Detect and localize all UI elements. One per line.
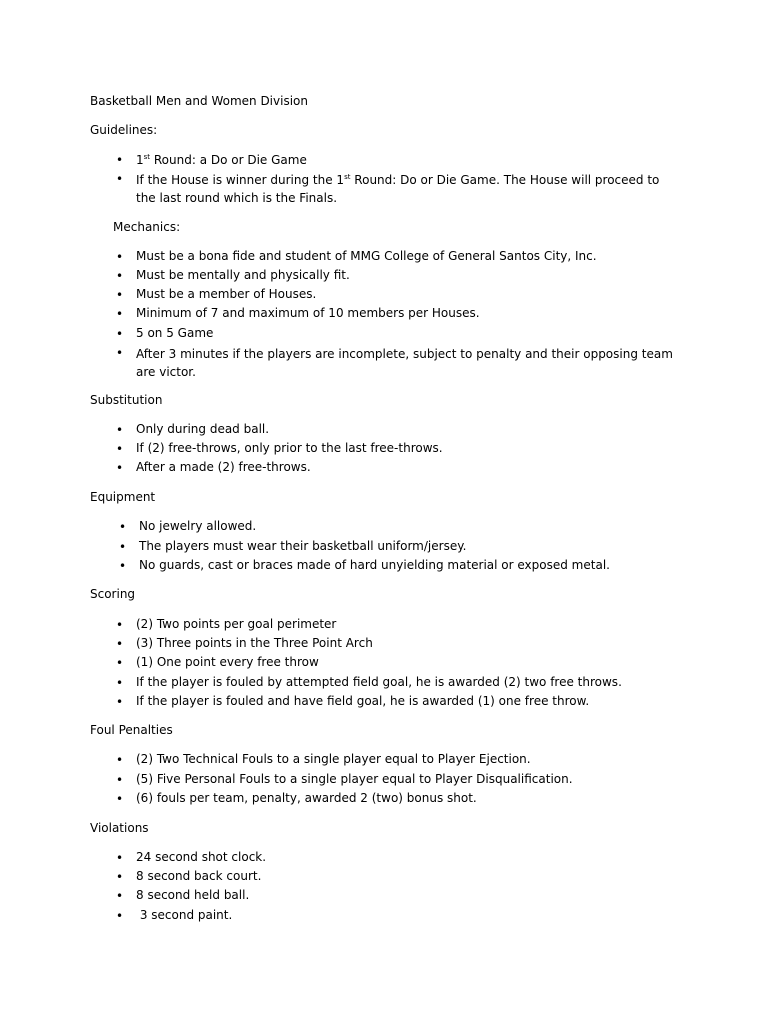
bullet: • xyxy=(116,461,124,475)
bullet: • xyxy=(119,540,127,554)
bullet: • xyxy=(119,559,127,573)
mechanics-item: 5 on 5 Game xyxy=(136,326,214,340)
violations-item: 8 second held ball. xyxy=(136,888,250,902)
bullet: • xyxy=(116,909,124,923)
document-title: Basketball Men and Women Division xyxy=(90,94,308,108)
scoring-item: (2) Two points per goal perimeter xyxy=(136,617,337,631)
bullet: • xyxy=(116,618,124,632)
equipment-item: No jewelry allowed. xyxy=(139,519,257,533)
bullet: • xyxy=(116,792,124,806)
equipment-item: The players must wear their basketball uniform/jersey. xyxy=(139,539,467,553)
scoring-heading: Scoring xyxy=(90,587,136,601)
bullet: • xyxy=(116,346,124,360)
guidelines-item-1: 1st Round: a Do or Die Game xyxy=(136,153,307,167)
substitution-item: If (2) free-throws, only prior to the last free-throws. xyxy=(136,441,443,455)
bullet: • xyxy=(116,327,124,341)
violations-item: 24 second shot clock. xyxy=(136,850,267,864)
bullet: • xyxy=(116,656,124,670)
foul-penalties-item: (5) Five Personal Fouls to a single player equal to Player Disqualification. xyxy=(136,772,573,786)
bullet: • xyxy=(116,288,124,302)
bullet: • xyxy=(116,676,124,690)
bullet: • xyxy=(116,423,124,437)
bullet: • xyxy=(116,153,124,167)
equipment-heading: Equipment xyxy=(90,490,156,504)
foul-penalties-item: (6) fouls per team, penalty, awarded 2 (two) bonus shot. xyxy=(136,791,477,805)
mechanics-item: Must be mentally and physically fit. xyxy=(136,268,350,282)
bullet: • xyxy=(116,889,124,903)
bullet: • xyxy=(116,753,124,767)
mechanics-item: Must be a bona fide and student of MMG College of General Santos City, Inc. xyxy=(136,249,597,263)
bullet: • xyxy=(116,442,124,456)
guidelines-item-2: If the House is winner during the 1st Round: Do or Die Game. The House will proceed to the last round which is the Finals. xyxy=(136,173,660,205)
violations-heading: Violations xyxy=(90,821,149,835)
mechanics-heading: Mechanics: xyxy=(113,220,181,234)
foul-penalties-item: (2) Two Technical Fouls to a single player equal to Player Ejection. xyxy=(136,752,531,766)
bullet: • xyxy=(116,269,124,283)
violations-item: 3 second paint. xyxy=(136,908,233,922)
bullet: • xyxy=(116,172,124,186)
bullet: • xyxy=(116,773,124,787)
bullet: • xyxy=(116,870,124,884)
scoring-item: If the player is fouled and have field goal, he is awarded (1) one free throw. xyxy=(136,694,590,708)
scoring-item: If the player is fouled by attempted field goal, he is awarded (2) two free throws. xyxy=(136,675,622,689)
guidelines-heading: Guidelines: xyxy=(90,123,158,137)
scoring-item: (1) One point every free throw xyxy=(136,655,319,669)
violations-item: 8 second back court. xyxy=(136,869,262,883)
bullet: • xyxy=(116,307,124,321)
substitution-heading: Substitution xyxy=(90,393,163,407)
substitution-item: After a made (2) free-throws. xyxy=(136,460,311,474)
substitution-item: Only during dead ball. xyxy=(136,422,270,436)
foul-penalties-heading: Foul Penalties xyxy=(90,723,173,737)
mechanics-item: Minimum of 7 and maximum of 10 members per Houses. xyxy=(136,306,480,320)
scoring-item: (3) Three points in the Three Point Arch xyxy=(136,636,373,650)
bullet: • xyxy=(116,637,124,651)
bullet: • xyxy=(116,250,124,264)
mechanics-item: After 3 minutes if the players are incomplete, subject to penalty and their opposing team are victor. xyxy=(136,347,673,379)
bullet: • xyxy=(119,520,127,534)
bullet: • xyxy=(116,695,124,709)
bullet: • xyxy=(116,851,124,865)
mechanics-item: Must be a member of Houses. xyxy=(136,287,317,301)
equipment-item: No guards, cast or braces made of hard unyielding material or exposed metal. xyxy=(139,558,610,572)
